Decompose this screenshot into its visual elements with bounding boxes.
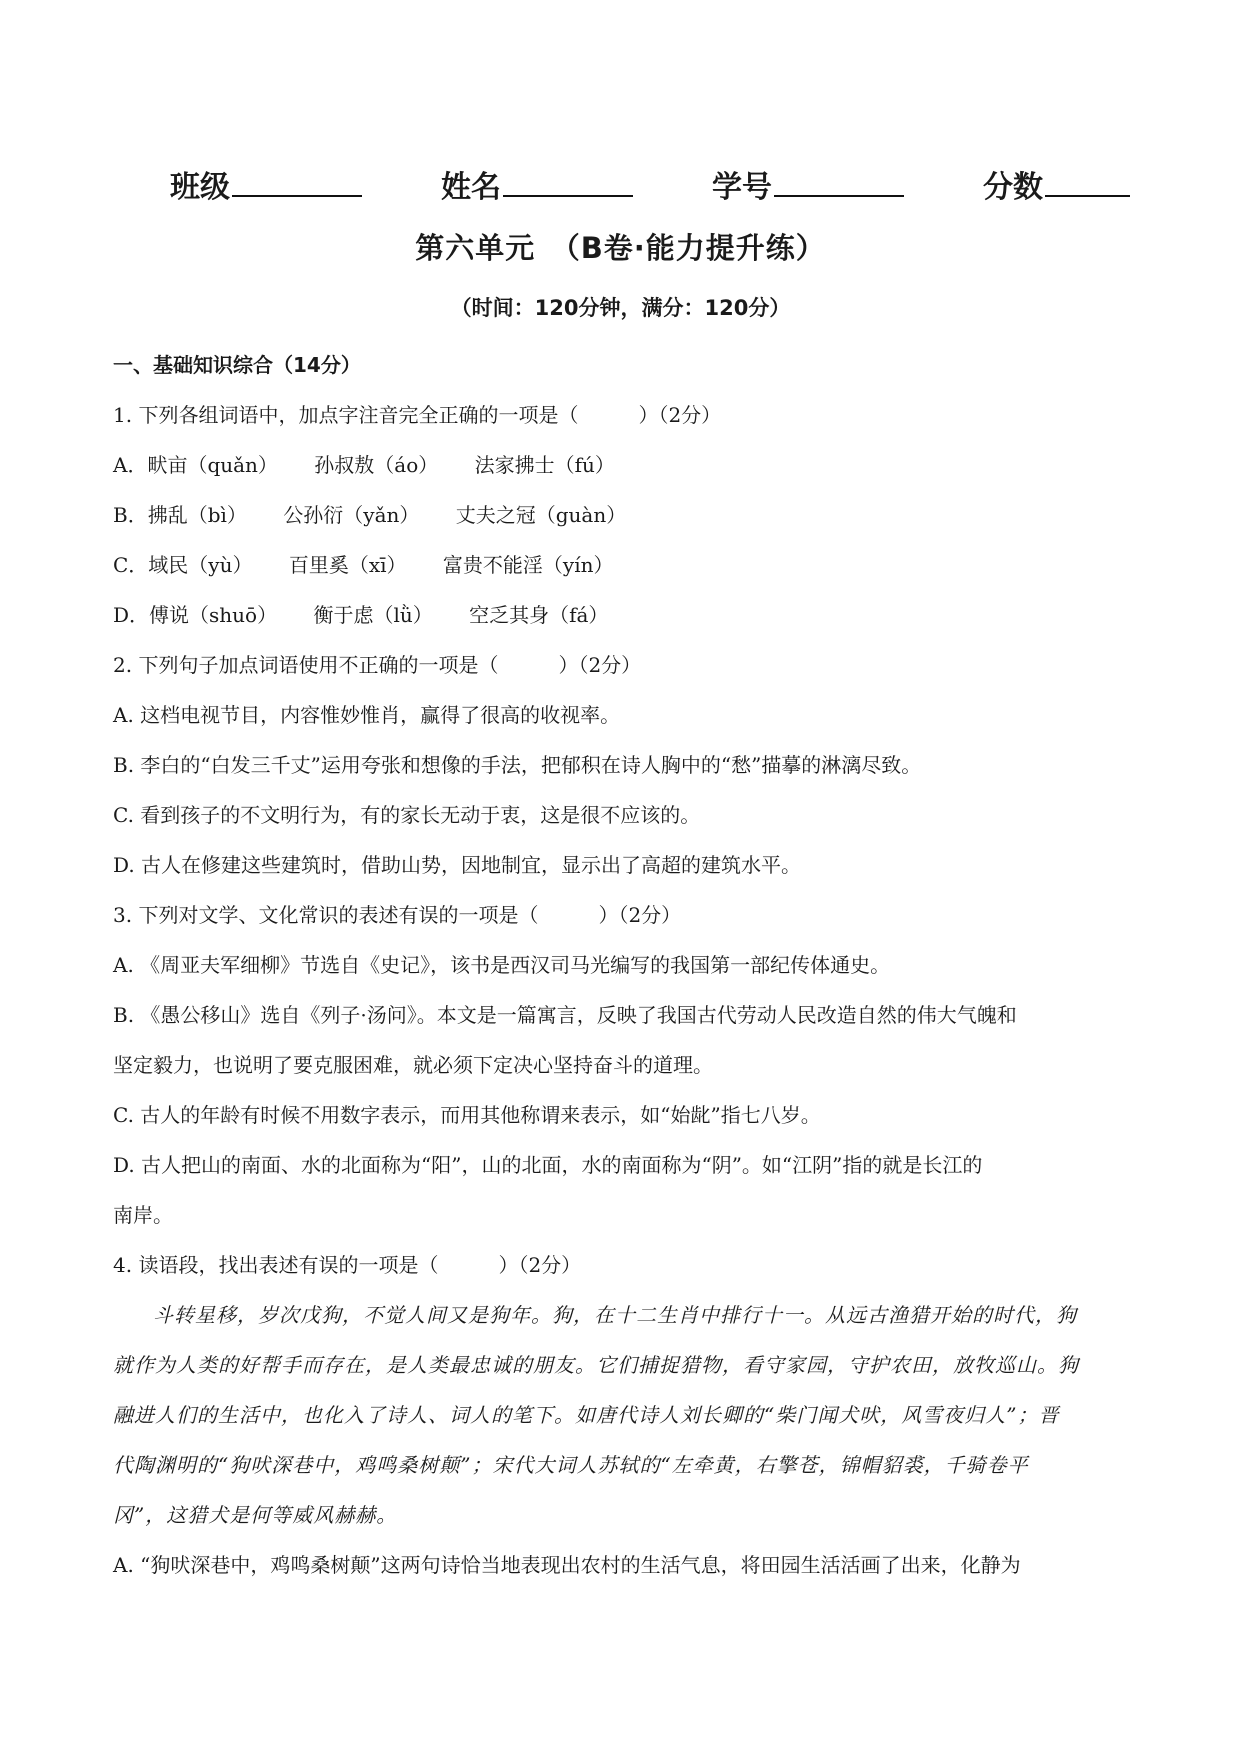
- option-item: A．畎亩（quǎn）: [113, 453, 278, 477]
- option-item: 富贵不能淫（yín）: [442, 553, 614, 577]
- question-3-stem: 3. 下列对文学、文化常识的表述有误的一项是（ ）（2分）: [113, 903, 682, 927]
- question-4-option-a: A. “狗吠深巷中，鸡鸣桑树颠”这两句诗恰当地表现出农村的生活气息，将田园生活活画了出来，化静为: [113, 1553, 1021, 1577]
- option-item: B．拂乱（bì）: [113, 503, 247, 527]
- name-label: 姓名: [441, 170, 501, 205]
- score-field[interactable]: [983, 162, 1130, 206]
- passage-line: 斗转星移，岁次戊狗，不觉人间又是狗年。狗，在十二生肖中排行十一。从远古渔猎开始的时代，狗: [153, 1303, 1077, 1327]
- question-1-option-d: [113, 590, 1143, 640]
- class-field[interactable]: [170, 162, 362, 206]
- student-id-label: 学号: [712, 170, 772, 205]
- question-2-option-b: B. 李白的“白发三千丈”运用夸张和想像的手法，把郁积在诗人胸中的“愁”描摹的淋漓尽致。: [113, 753, 922, 777]
- option-item: 丈夫之冠（guàn）: [455, 503, 627, 527]
- question-2-stem: 2. 下列句子加点词语使用不正确的一项是（ ）（2分）: [113, 653, 642, 677]
- question-2-option-a: A. 这档电视节目，内容惟妙惟肖，赢得了很高的收视率。: [113, 703, 621, 727]
- option-item: 孙叔敖（áo）: [314, 453, 439, 477]
- section-heading: 一、基础知识综合（14分）: [113, 353, 361, 377]
- score-blank[interactable]: [1045, 165, 1130, 197]
- exam-subtitle: （时间：120分钟，满分：120分）: [450, 296, 791, 320]
- option-item: 空乏其身（fá）: [469, 603, 609, 627]
- question-4-stem: 4. 读语段，找出表述有误的一项是（ ）（2分）: [113, 1253, 582, 1277]
- name-field[interactable]: [441, 162, 633, 206]
- question-2-option-d: D. 古人在修建这些建筑时，借助山势，因地制宜，显示出了高超的建筑水平。: [113, 853, 802, 877]
- passage-line: 代陶渊明的“狗吠深巷中，鸡鸣桑树颠”；宋代大词人苏轼的“左牵黄，右擎苍，锦帽貂裘，千骑卷平: [113, 1453, 1029, 1477]
- exam-content: [113, 340, 1143, 1590]
- question-4-passage: [113, 1290, 1143, 1540]
- question-3-option-d-line1: D. 古人把山的南面、水的北面称为“阳”，山的北面，水的南面称为“阴”。如“江阴”指的就是长江的: [113, 1153, 983, 1177]
- exam-title: 第六单元 （B卷·能力提升练）: [415, 231, 826, 265]
- student-id-blank[interactable]: [774, 165, 904, 197]
- question-3-option-b-line2: 坚定毅力，也说明了要克服困难，就必须下定决心坚持奋斗的道理。: [113, 1053, 713, 1077]
- question-2-option-c: C. 看到孩子的不文明行为，有的家长无动于衷，这是很不应该的。: [113, 803, 701, 827]
- option-item: 百里奚（xī）: [288, 553, 407, 577]
- question-1-option-a: [113, 440, 1143, 490]
- question-3-option-b-line1: B. 《愚公移山》选自《列子·汤问》。本文是一篇寓言，反映了我国古代劳动人民改造自然的伟大气魄和: [113, 1003, 1017, 1027]
- class-blank[interactable]: [232, 165, 362, 197]
- class-label: 班级: [170, 170, 230, 205]
- option-item: 公孙衍（yǎn）: [283, 503, 420, 527]
- student-id-field[interactable]: [712, 162, 904, 206]
- name-blank[interactable]: [503, 165, 633, 197]
- question-1-option-c: [113, 540, 1143, 590]
- option-item: 衡于虑（lǜ）: [313, 603, 433, 627]
- question-3-option-c: C. 古人的年龄有时候不用数字表示，而用其他称谓来表示，如“始龀”指七八岁。: [113, 1103, 821, 1127]
- score-label: 分数: [983, 170, 1043, 205]
- passage-line: 冈”，这猎犬是何等威风赫赫。: [113, 1503, 398, 1527]
- option-item: C．域民（yù）: [113, 553, 253, 577]
- question-3-option-d-line2: 南岸。: [113, 1203, 173, 1227]
- option-item: 法家拂士（fú）: [474, 453, 615, 477]
- question-1-stem: 1. 下列各组词语中，加点字注音完全正确的一项是（ ）（2分）: [113, 403, 722, 427]
- passage-line: 就作为人类的好帮手而存在，是人类最忠诚的朋友。它们捕捉猎物，看守家园，守护农田，放牧巡山。狗: [113, 1353, 1079, 1377]
- question-1-option-b: [113, 490, 1143, 540]
- student-info-fields: [170, 162, 1130, 206]
- passage-line: 融进人们的生活中，也化入了诗人、词人的笔下。如唐代诗人刘长卿的“柴门闻犬吠，风雪夜归人”；晋: [113, 1403, 1060, 1427]
- option-item: D．傅说（shuō）: [113, 603, 278, 627]
- question-3-option-a: A. 《周亚夫军细柳》节选自《史记》，该书是西汉司马光编写的我国第一部纪传体通史。: [113, 953, 891, 977]
